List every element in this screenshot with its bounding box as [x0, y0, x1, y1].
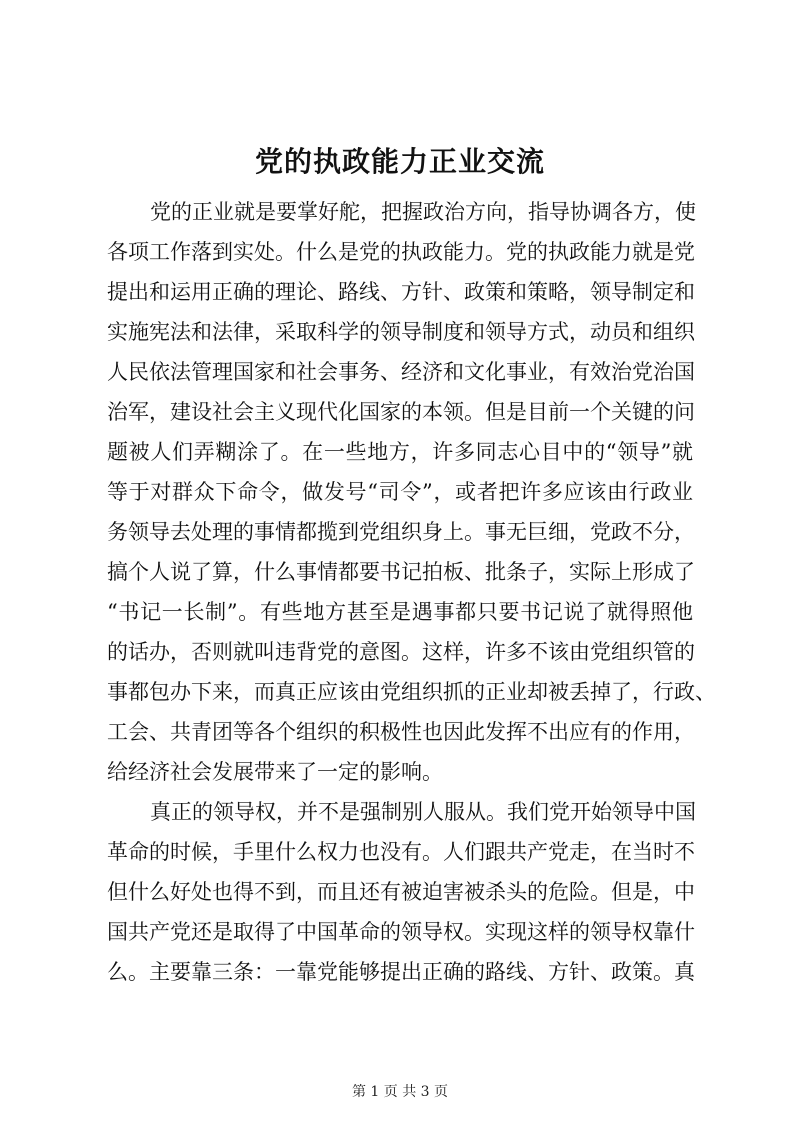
- paragraph-1-line: 搞个人说了算，什么事情都要书记拍板、批条子，实际上形成了: [107, 560, 695, 584]
- paragraph-1-line: 党的正业就是要掌好舵，把握政治方向，指导协调各方，使: [150, 200, 696, 224]
- paragraph-1-line: 实施宪法和法律，采取科学的领导制度和领导方式，动员和组织: [107, 320, 695, 344]
- paragraph-2-line: 革命的时候，手里什么权力也没有。人们跟共产党走，在当时不: [107, 840, 695, 864]
- paragraph-1-line: 各项工作落到实处。什么是党的执政能力。党的执政能力就是党: [107, 240, 695, 264]
- paragraph-2-line: 真正的领导权，并不是强制别人服从。我们党开始领导中国: [150, 800, 696, 824]
- paragraph-1-line: 工会、共青团等各个组织的积极性也因此发挥不出应有的作用，: [107, 720, 695, 744]
- paragraph-1-line: 题被人们弄糊涂了。在一些地方，许多同志心目中的“领导”就: [107, 440, 693, 464]
- paragraph-1-line: 务领导去处理的事情都揽到党组织身上。事无巨细，党政不分，: [107, 520, 695, 544]
- paragraph-1-line: 人民依法管理国家和社会事务、经济和文化事业，有效治党治国: [107, 360, 695, 384]
- paragraph-1-line: 等于对群众下命令，做发号“司令”，或者把许多应该由行政业: [107, 480, 693, 504]
- paragraph-2-line: 国共产党还是取得了中国革命的领导权。实现这样的领导权靠什: [107, 920, 695, 944]
- paragraph-1-line: 的话办，否则就叫违背党的意图。这样，许多不该由党组织管的: [107, 640, 695, 664]
- page-footer: 第 1 页 共 3 页: [351, 1084, 449, 1100]
- paragraph-1-line: “书记一长制”。有些地方甚至是遇事都只要书记说了就得照他: [107, 600, 693, 624]
- paragraph-1-line: 提出和运用正确的理论、路线、方针、政策和策略，领导制定和: [107, 280, 695, 304]
- paragraph-2-line: 但什么好处也得不到，而且还有被迫害被杀头的危险。但是，中: [107, 880, 695, 904]
- paragraph-1-line: 给经济社会发展带来了一定的影响。: [107, 760, 443, 784]
- paragraph-2-line: 么。主要靠三条：一靠党能够提出正确的路线、方针、政策。真: [107, 960, 695, 984]
- paragraph-1-line: 事都包办下来，而真正应该由党组织抓的正业却被丢掉了，行政、: [107, 680, 716, 704]
- document-title: 党的执政能力正业交流: [254, 145, 545, 178]
- paragraph-1-line: 治军，建设社会主义现代化国家的本领。但是目前一个关键的问: [107, 400, 695, 424]
